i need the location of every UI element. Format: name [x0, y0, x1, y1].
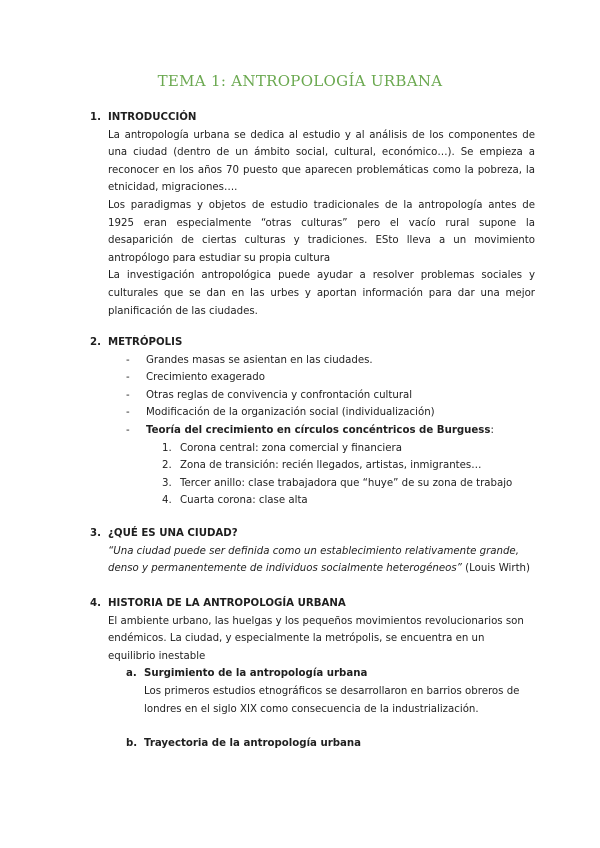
list-item: - Otras reglas de convivencia y confrontación cultural — [126, 387, 535, 405]
item-number: 2. — [162, 460, 172, 472]
item-number: 3. — [162, 477, 172, 489]
paragraph: La antropología urbana se dedica al estudio y al análisis de los componentes de una ciudad (dentro de un ámbito social, cultural, económico…). Se empieza a reconocer en los años 70 puesto que aparecen problemáticas como la pobreza, la etnicidad, migraciones…. — [108, 129, 535, 194]
list-item: - Modificación de la organización social (individualización) — [126, 404, 535, 422]
section-que-es-una-ciudad — [90, 525, 535, 578]
section-heading — [90, 109, 535, 127]
subsection-letter: b. — [126, 738, 138, 750]
section-heading-text: ¿QUÉ ES UNA CIUDAD? — [108, 528, 238, 539]
list-item-theory — [126, 422, 535, 440]
subsection-heading — [90, 665, 535, 683]
numbered-item — [162, 440, 535, 458]
theory-label: Teoría del crecimiento en círculos concéntricos de Burguess — [146, 424, 491, 436]
section-historia — [90, 595, 535, 753]
subsection-heading-text: Surgimiento de la antropología urbana — [144, 668, 368, 680]
dash-list — [90, 352, 535, 440]
item-text: Tercer anillo: clase trabajadora que “huye” de su zona de trabajo — [180, 477, 513, 489]
spacer — [90, 718, 535, 735]
item-text: Cuarta corona: clase alta — [180, 495, 308, 507]
item-text: Corona central: zona comercial y financiera — [180, 442, 402, 454]
section-heading-text: INTRODUCCIÓN — [108, 112, 197, 123]
section-heading — [90, 525, 535, 543]
section-heading — [90, 334, 535, 352]
paragraph: El ambiente urbano, las huelgas y los pequeños movimientos revolucionarios son endémicos. La ciudad, y especialmente la metrópolis, se encuentra en un equilibrio inestable — [108, 615, 524, 662]
quote-paragraph — [90, 543, 535, 578]
paragraph: Los paradigmas y objetos de estudio tradicionales de la antropología antes de 1925 eran especialmente “otras culturas” pero el vacío rural supone la desaparición de ciertas culturas y tradiciones. ESto lleva a un movimiento antropólogo para estudiar su propia cultura — [108, 199, 535, 264]
theory-colon: : — [490, 424, 494, 436]
page-title: TEMA 1: ANTROPOLOGÍA URBANA — [157, 72, 443, 90]
section-number: 4. — [90, 598, 101, 609]
subsection-heading-text: Trayectoria de la antropología urbana — [144, 738, 362, 750]
list-item: - Crecimiento exagerado — [126, 369, 535, 387]
paragraph: La investigación antropológica puede ayudar a resolver problemas sociales y culturales que se dan en las urbes y aportan información para dar una mejor planificación de las ciudades. — [108, 270, 535, 317]
subsection-heading — [90, 735, 535, 753]
section-heading-text: HISTORIA DE LA ANTROPOLOGÍA URBANA — [108, 598, 346, 609]
section-number: 2. — [90, 337, 101, 348]
section-introduccion — [90, 109, 535, 320]
item-number: 1. — [162, 442, 172, 454]
section-metropolis — [90, 334, 535, 510]
item-number: 4. — [162, 495, 172, 507]
subsection-paragraph: Los primeros estudios etnográficos se desarrollaron en barrios obreros de londres en el siglo XIX como consecuencia de la industrialización. — [144, 685, 520, 715]
section-number: 1. — [90, 112, 101, 123]
section-heading — [90, 595, 535, 613]
numbered-item — [162, 475, 535, 493]
quote-author: (Louis Wirth) — [461, 563, 530, 575]
section-heading-text: METRÓPOLIS — [108, 337, 183, 348]
numbered-item — [162, 492, 535, 510]
section-number: 3. — [90, 528, 101, 539]
list-item: - Grandes masas se asientan en las ciudades. — [126, 352, 535, 370]
numbered-list — [90, 440, 535, 510]
subsection-letter: a. — [126, 668, 137, 680]
quote-text: “Una ciudad puede ser definida como un establecimiento relativamente grande, denso y permanentemente de individuos socialmente heterogéneos” — [108, 545, 519, 575]
numbered-item — [162, 457, 535, 475]
item-text: Zona de transición: recién llegados, artistas, inmigrantes… — [180, 460, 482, 472]
